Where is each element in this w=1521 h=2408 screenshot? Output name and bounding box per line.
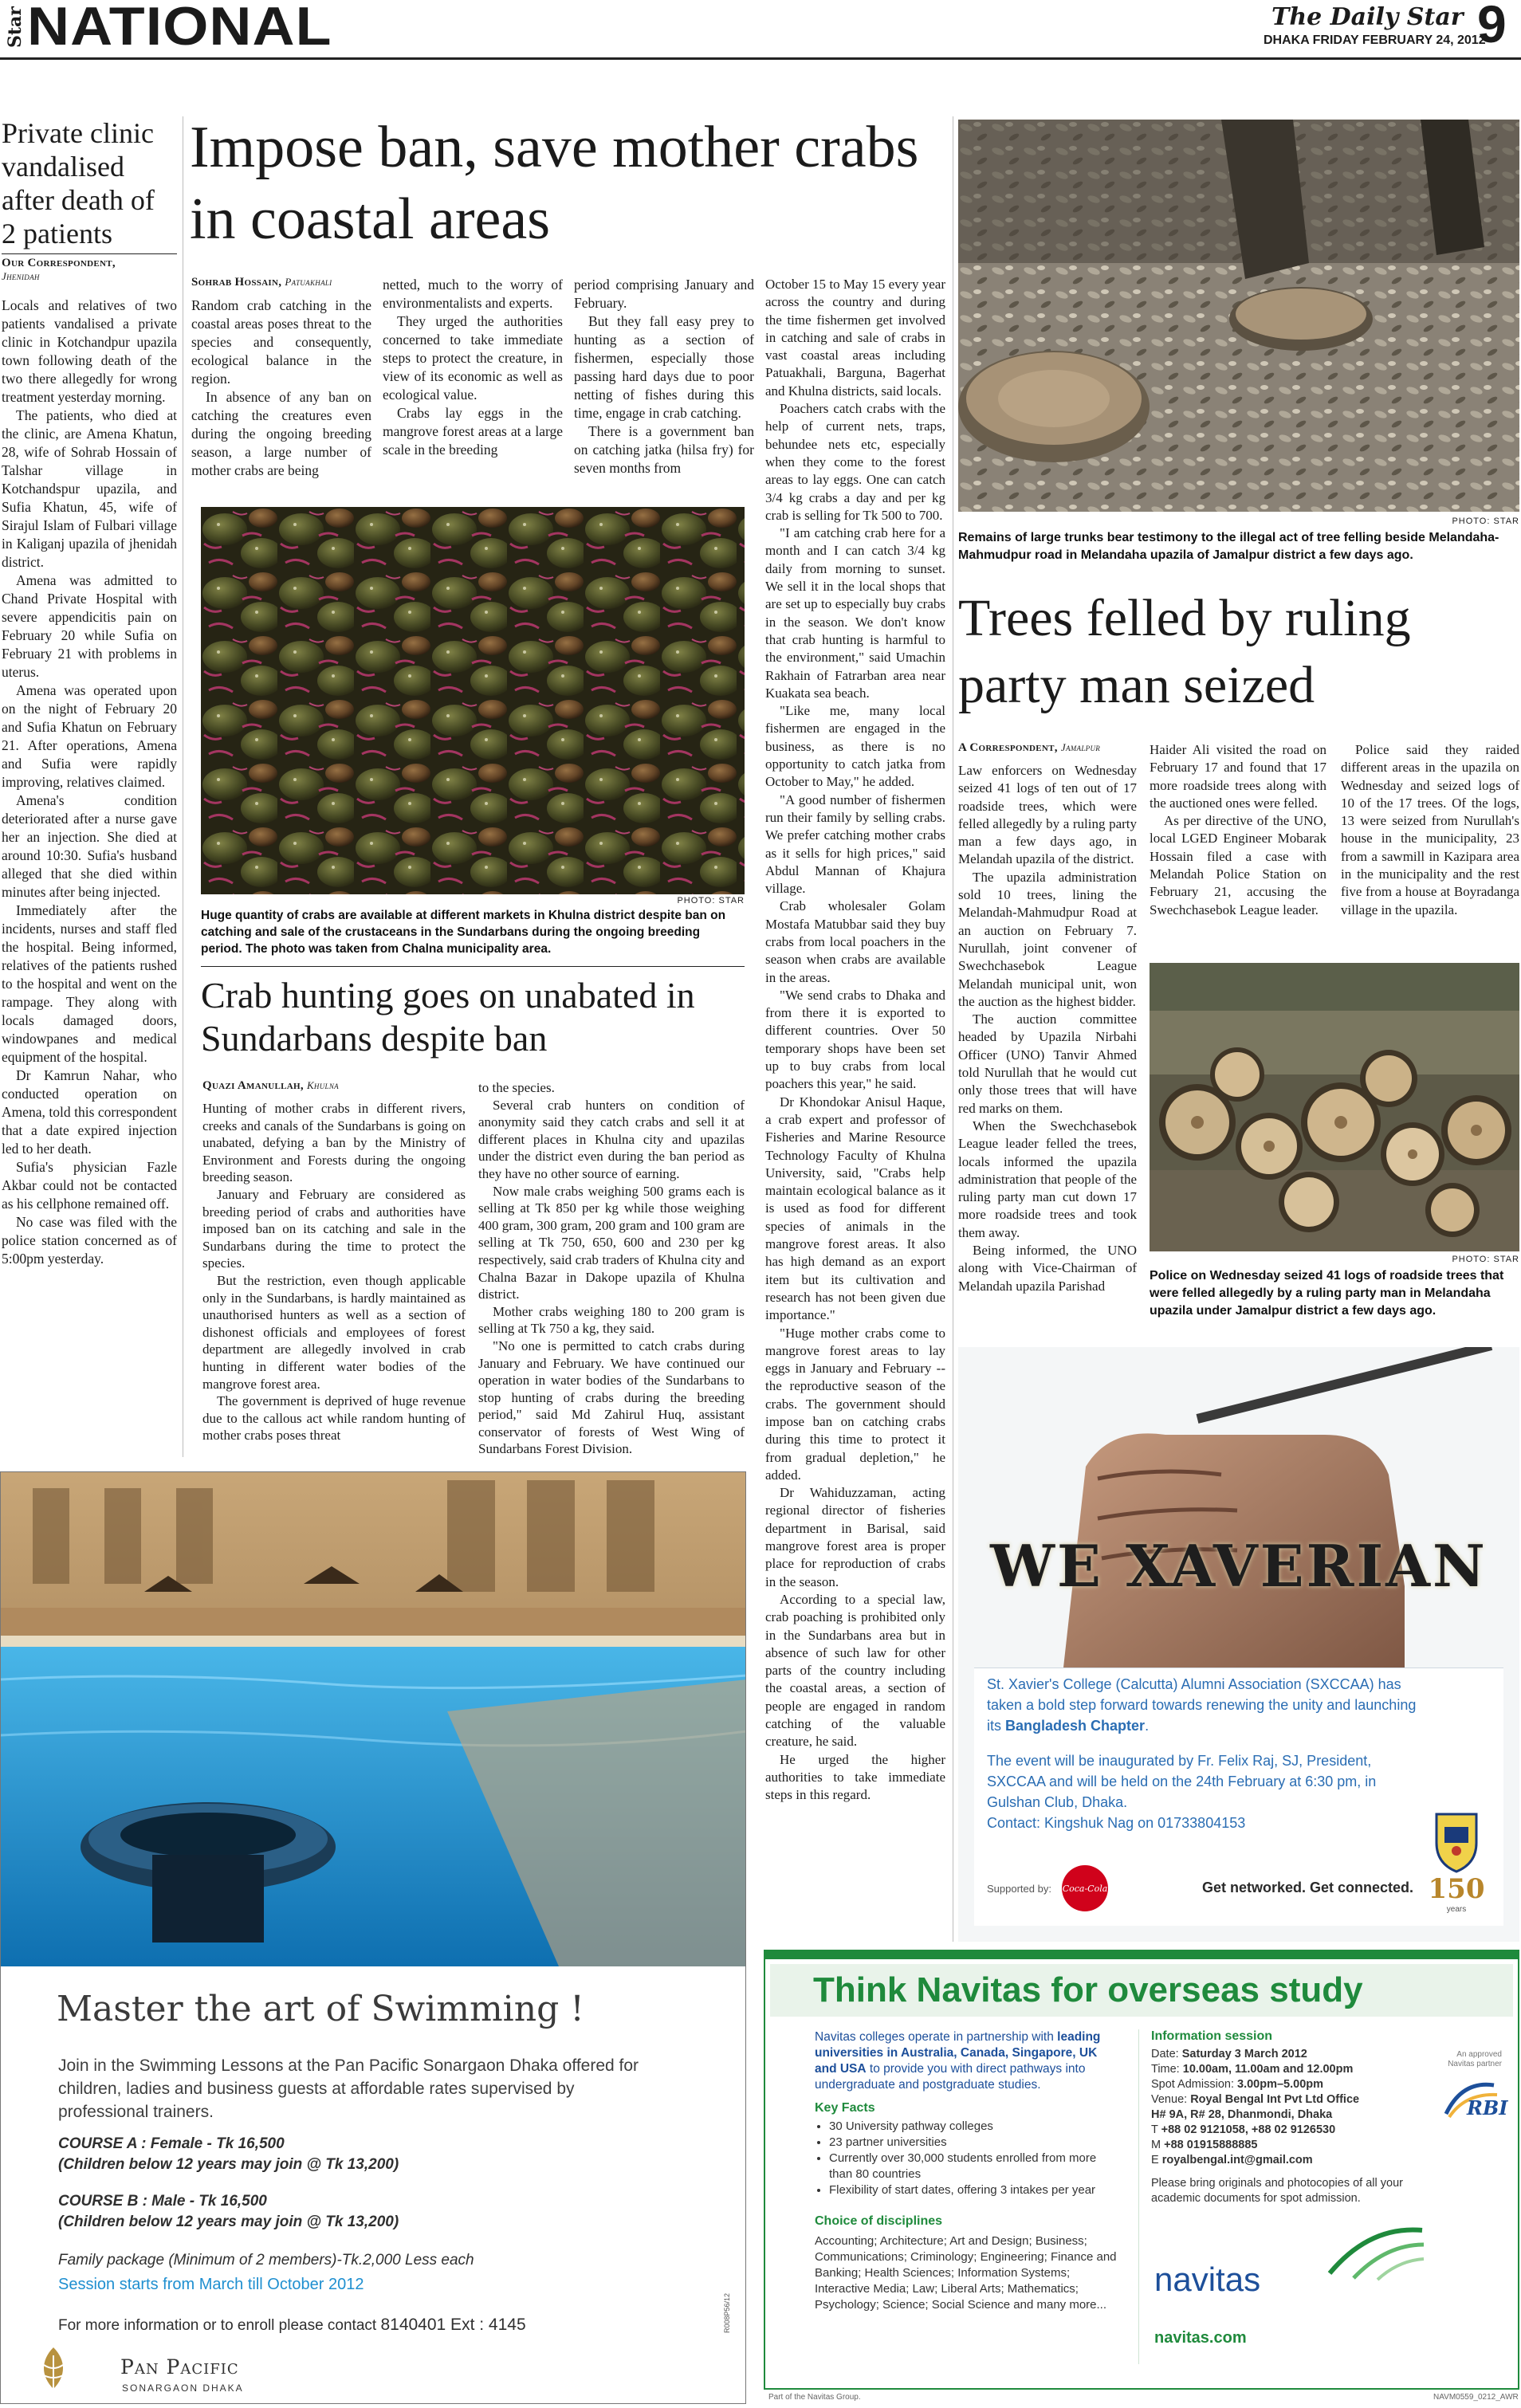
info-value: +88 02 9121058, +88 02 9126530	[1161, 2123, 1336, 2136]
tree-para: Law enforcers on Wednesday seized 41 logs of ten out of 17 roadside trees, which were felled allegedly by a ruling party man a few days ago, in Melandah upazila of the district.	[958, 763, 1137, 867]
tree-para: As per directive of the UNO, local LGED Engineer Mobarak Hossain filed a case with Melandah Police Station on February 21, accusing the Swechchasebok League leader.	[1150, 813, 1326, 917]
xaverian-ad[interactable]	[958, 1347, 1519, 1942]
page-number: 9	[1477, 0, 1507, 53]
masthead-rule	[0, 57, 1521, 60]
pan-pacific-brand: Pan Pacific	[120, 2355, 239, 2379]
pan-pacific-logo-icon	[33, 2344, 74, 2392]
info-session-title: Information session	[1151, 2029, 1273, 2043]
crab-col-2	[383, 276, 563, 459]
crab-para: He urged the higher authorities to take immediate steps in this regard.	[765, 1751, 945, 1803]
section-title: NATIONAL	[27, 0, 332, 57]
sundarbans-headline[interactable]: Crab hunting goes on unabated in Sundarbans despite ban	[201, 975, 695, 1059]
crab-para: "Huge mother crabs come to mangrove forest areas to lay eggs in January and February -- the reproductive season of the crabs. The government should impose ban on catching crabs during this time to protect it from gradual depletion," he added.	[765, 1325, 945, 1483]
tree-top-caption: Remains of large trunks bear testimony to the illegal act of tree felling beside Melandaha-Mahmudpur road in Melandaha upazila of Jamalpur district a few days ago.	[958, 531, 1499, 562]
clinic-para: Locals and relatives of two patients vandalised a private clinic in Kotchandpur upazila town following death of the two there allegedly for wrong treatment yesterday morning.	[2, 297, 177, 405]
key-fact-item: • Currently over 30,000 students enrolled from more than 80 countries	[829, 2151, 1116, 2182]
sundarbans-para: January and February are considered as breeding period of crabs and authorities have imposed ban on its catching and sale in the Sundarbans during the time to protect the species.	[202, 1186, 466, 1271]
sundarbans-dateline: Khulna	[306, 1079, 339, 1091]
xaverian-tagline: Get networked. Get connected.	[1202, 1880, 1414, 1895]
ad-code: R008P56/12	[723, 2292, 731, 2333]
crab-byline-text: Sohrab Hossain,	[191, 276, 282, 289]
sundarbans-top-rule	[201, 966, 745, 967]
crab-para: Crab wholesaler Golam Mostafa Matubbar said they buy crabs from local poachers in the season when crabs are available in the areas.	[765, 898, 945, 985]
tree-dateline: Jamalpur	[1060, 741, 1101, 753]
xaverian-line1-bold: Bangladesh Chapter	[1005, 1718, 1146, 1734]
crab-para: Dr Wahiduzzaman, acting regional director of fisheries department in Barisal, said mangrove forest area is proper place for reproduction of crabs in the season.	[765, 1485, 945, 1589]
navitas-title: Think Navitas for overseas study	[813, 1970, 1363, 2009]
clinic-dateline: Jhenidah	[2, 270, 40, 282]
xaverian-contact: Contact: Kingshuk Nag on 01733804153	[987, 1815, 1246, 1831]
crab-para: netted, much to the worry of environmentalists and experts.	[383, 277, 563, 311]
tree-para: Haider Ali visited the road on February 17 and found that 17 more roadside trees along with the auctioned ones were felled.	[1150, 742, 1326, 811]
key-facts-list	[829, 2119, 1116, 2198]
crab-para: Random crab catching in the coastal areas poses threat to the species and consequently, ecological balance in the region.	[191, 297, 371, 387]
info-label: Time:	[1151, 2063, 1180, 2076]
anniversary-sub: years	[1446, 1905, 1467, 1914]
info-line	[1151, 2092, 1414, 2107]
info-line	[1151, 2077, 1414, 2092]
navitas-logo-icon	[1322, 2225, 1425, 2281]
info-value: +88 01915888885	[1164, 2139, 1258, 2151]
anniversary-badge	[1421, 1873, 1492, 1921]
swimming-intro: Join in the Swimming Lessons at the Pan Pacific Sonargaon Dhaka offered for children, ladies and business guests at affordable rates supervised by professional trainers.	[58, 2056, 639, 2121]
college-crest-icon	[1429, 1809, 1484, 1873]
key-fact-item: • Flexibility of start dates, offering 3 intakes per year	[829, 2182, 1116, 2198]
tree-byline-text: A Correspondent,	[958, 741, 1058, 754]
star-logo-small: Star	[5, 6, 26, 48]
navitas-ad[interactable]	[764, 1950, 1519, 2406]
navitas-footer-left: Part of the Navitas Group.	[768, 2393, 861, 2402]
contact-label: For more information or to enroll please contact	[58, 2317, 377, 2334]
crab-para: period comprising January and February.	[574, 277, 754, 311]
clinic-para: Amena was admitted to Chand Private Hospital with severe appendicitis pain on February 20 while Sufia on February 21 with problems in uterus.	[2, 572, 177, 680]
crab-para: Crabs lay eggs in the mangrove forest areas at a large scale in the breeding	[383, 405, 563, 458]
clinic-byline	[2, 257, 177, 284]
xaverian-supported-by: Supported by:	[987, 1883, 1051, 1895]
key-facts-title: Key Facts	[815, 2101, 875, 2115]
crab-photo-image	[201, 507, 745, 894]
rbi-logo-icon	[1438, 2077, 1508, 2127]
xaverian-line1-text: St. Xavier's College (Calcutta) Alumni Association (SXCCAA) has taken a bold step forward towards renewing the unity and launching its	[987, 1676, 1417, 1734]
xaverian-line1: St. Xavier's College (Calcutta) Alumni Association (SXCCAA) has taken a bold step forward towards renewing the unity and launching its Bangladesh Chapter.	[987, 1676, 1417, 1734]
paper-name: The Daily Star	[1271, 3, 1464, 31]
partner-label: An approved Navitas partner	[1448, 2050, 1502, 2068]
sundarbans-para: Hunting of mother crabs in different rivers, creeks and canals of the Sundarbans is going on unabated, defying a ban by the Ministry of Environment and Forests during the ongoing breeding season.	[202, 1101, 466, 1185]
info-label: E	[1151, 2154, 1159, 2166]
xaverian-line2: The event will be inaugurated by Fr. Felix Raj, SJ, President, SXCCAA and will be held on the 24th February at 6:30 pm, in Gulshan Club, Dhaka.	[987, 1753, 1377, 1810]
info-label: T	[1151, 2123, 1158, 2136]
clinic-para: The patients, who died at the clinic, are Amena Khatun, 28, wife of Sohrab Hossain of Talshar village in Kotchandspur upazila, and Sufia Khatun, 45, wife of Sirajul Islam of Fulbari village in Kaliganj upazila of jhenidah district.	[2, 407, 177, 570]
sundarbans-para: The government is deprived of huge revenue due to the callous act while random hunting of mother crabs poses threat	[202, 1393, 466, 1444]
crab-para: October 15 to May 15 every year across the country and during the time fishermen get involved in catching and sale of crabs in vast coastal areas including Patuakhali, Barguna, Bagerhat and Khulna districts, said locals.	[765, 277, 945, 399]
disciplines-text: Accounting; Architecture; Art and Design; Business; Communications; Criminology; Engineering; Finance and Banking; Health Sciences; Information Systems; Interactive Media; Law; Liberal Arts; Mathematics; Psychology; Science; Social Science and many more...	[815, 2234, 1117, 2312]
crab-headline[interactable]: Impose ban, save mother crabs in coastal areas	[190, 115, 919, 252]
tree-col-3	[1341, 741, 1519, 919]
clinic-para: Amena was operated upon on the night of February 20 and Sufia Khatun on February 21. After operations, Amena and Sufia were rapidly improving, relatives claimed.	[2, 682, 177, 790]
info-label: Date:	[1151, 2048, 1179, 2060]
clinic-para: Dr Kamrun Nahar, who conducted operation on Amena, told this correspondent that a date expired injection led to her death.	[2, 1067, 177, 1157]
clinic-para: Amena's condition deteriorated after a nurse gave her an injection. She died at around 10:30. Sufia's husband alleged that she died within minutes after being injected.	[2, 792, 177, 900]
course-b-title: COURSE B : Male - Tk 16,500	[58, 2193, 267, 2210]
info-label: Venue:	[1151, 2093, 1188, 2106]
course-a-title: COURSE A : Female - Tk 16,500	[58, 2135, 285, 2152]
info-session-lines	[1151, 2047, 1414, 2168]
info-value: 3.00pm–5.00pm	[1237, 2078, 1324, 2091]
info-label: M	[1151, 2139, 1161, 2151]
tree-para: Police said they raided different areas in the upazila on Wednesday and seized logs of 10 of the 17 trees. Of the logs, 13 were seized from Nurullah's house in the municipality, 23 from a sawmill in Kazipara area in the municipality and the rest five from a house at Boyradanga village in the upazila.	[1341, 742, 1519, 917]
crab-para: But they fall easy prey to hunting as a section of fishermen, especially those passing hard days due to poor netting of fishes during this time, engage in crab catching.	[574, 313, 754, 421]
tree-headline[interactable]: Trees felled by ruling party man seized	[958, 589, 1411, 714]
tree-byline	[958, 741, 1150, 755]
course-b	[58, 2191, 664, 2233]
coca-cola-logo	[1062, 1865, 1108, 1911]
info-line	[1151, 2107, 1414, 2123]
logs-image	[1150, 963, 1519, 1251]
sundarbans-para: to the species.	[478, 1080, 555, 1095]
tree-stump-photo[interactable]	[958, 120, 1519, 512]
sundarbans-para: Now male crabs weighing 500 grams each is selling at Tk 850 per kg while those weighing 400 gram, 300 gram, 200 gram and 100 gram are selling at Tk 750, 650, 600 and 230 per kg respectively, said crab traders of Khulna city and Chalna Bazar in Dakope upazila of Khulna district.	[478, 1183, 745, 1302]
rbi-text: RBI	[1467, 2096, 1508, 2119]
info-line	[1151, 2123, 1414, 2138]
navitas-footer-right: NAVM0559_0212_AWR	[1433, 2393, 1519, 2402]
tree-col-1	[958, 762, 1137, 1295]
info-line	[1151, 2047, 1414, 2062]
sundarbans-byline	[202, 1079, 466, 1093]
info-line	[1151, 2062, 1414, 2077]
key-fact-item: • 30 University pathway colleges	[829, 2119, 1116, 2135]
crab-para: "I am catching crab here for a month and I can catch 3/4 kg daily from morning to sunset. We sell it in the local shops that are set up to especially buy crabs in the season. We don't know that crab hunting is harmful to the environment," said Umachin Rakhain of Fatrarban area near Kuakata sea beach.	[765, 525, 945, 701]
sundarbans-col-1	[202, 1100, 466, 1444]
clinic-body	[2, 297, 177, 1268]
sundarbans-para: Several crab hunters on condition of anonymity said they catch crabs and sell it at different places in Khulna city and upazilas under the district even during the ban period as they have no other source of earning.	[478, 1097, 745, 1181]
clinic-byline-text: Our Correspondent,	[2, 257, 116, 269]
sundarbans-col-2	[478, 1079, 745, 1458]
crab-photo-caption: Huge quantity of crabs are available at different markets in Khulna district despite ban on catching and sale of the crustaceans in the Sundarbans during the ongoing breeding period. The photo was taken from Chalna municipality area.	[201, 909, 726, 956]
coca-cola-text: Coca-Cola	[1062, 1883, 1108, 1894]
pan-pacific-sub: SONARGAON DHAKA	[122, 2382, 244, 2394]
info-value[interactable]: royalbengal.int@gmail.com	[1161, 2154, 1313, 2166]
logs-caption: Police on Wednesday seized 41 logs of roadside trees that were felled allegedly by a ruling party man in Melandaha upazila under Jamalpur district a few days ago.	[1150, 1269, 1504, 1318]
contact-number: 8140401 Ext : 4145	[380, 2316, 526, 2334]
clinic-para: Sufia's physician Fazle Akbar could not be contacted as his cellphone remained off.	[2, 1159, 177, 1212]
logs-photo[interactable]	[1150, 963, 1519, 1251]
navitas-intro-1: Navitas colleges operate in partnership with	[815, 2030, 1054, 2044]
navitas-intro	[815, 2029, 1118, 2093]
clinic-para: No case was filed with the police station concerned as of 5:00pm yesterday.	[2, 1214, 177, 1267]
key-fact-item: • 23 partner universities	[829, 2135, 1116, 2151]
crab-para: There is a government ban on catching jatka (hilsa fry) for seven months from	[574, 423, 754, 476]
course-b-sub: (Children below 12 years may join @ Tk 13,200)	[58, 2214, 399, 2230]
navitas-intro-2: to provide you with direct pathways into undergraduate and postgraduate studies.	[815, 2062, 1086, 2092]
tree-col-2	[1150, 741, 1326, 919]
family-package: Family package (Minimum of 2 members)-Tk.2,000 Less each	[58, 2252, 474, 2269]
info-line	[1151, 2153, 1414, 2168]
crab-para: "Like me, many local fishermen are engaged in the business, as there is no opportunity to catch jatka from October to May," he added.	[765, 703, 945, 790]
clinic-headline[interactable]: Private clinic vandalised after death of 2 patients	[2, 117, 155, 249]
tree-para: The upazila administration sold 10 trees, lining the Melandah-Mahmudpur Road at an auction on February 7. Nurullah, joint convener of Swechchasebok League Melandah municipal unit, won the auction as the highest bidder.	[958, 869, 1137, 1009]
info-note: Please bring originals and photocopies of all your academic documents for spot admission.	[1151, 2177, 1403, 2205]
crab-col-1	[191, 297, 371, 480]
tree-para: When the Swechchasebok League leader felled the trees, locals informed the upazila administration that people of the ruling party man cut down 17 more roadside trees and took them away.	[958, 1118, 1137, 1240]
tree-para: Being informed, the UNO along with Vice-Chairman of Melandah upazila Parishad	[958, 1243, 1137, 1294]
navitas-intro-bold: leading universities in Australia, Canada, Singapore, UK and USA	[815, 2030, 1101, 2076]
crab-col-4	[765, 276, 945, 1805]
crab-para: In absence of any ban on catching the creatures even during the ongoing breeding season, a large number of mother crabs are being	[191, 389, 371, 478]
info-line	[1151, 2138, 1414, 2153]
crab-para: Dr Khondokar Anisul Haque, a crab expert and professor of Fisheries and Marine Resource Technology Faculty of Khulna University, said, "Crabs help maintain ecological balance as it is used as food for different species of animals in the mangrove forest areas. It also has high demand as an export item but its cultivation and research has not been given due importance."	[765, 1094, 945, 1323]
course-a-sub: (Children below 12 years may join @ Tk 13,200)	[58, 2156, 399, 2173]
info-value: H# 9A, R# 28, Dhanmondi, Dhaka	[1151, 2108, 1333, 2121]
crab-para: "We send crabs to Dhaka and from there it is exported to different countries. Over 50 temporary shops have been set up to buy crabs from local poachers this year," he said.	[765, 987, 945, 1092]
clinic-para: Immediately after the incidents, nurses and staff fled the hospital. Being informed, relatives of the patients rushed to the hospital and went on the rampage. They along with locals damaged doors, windowpanes and medical equipment of the hospital.	[2, 902, 177, 1065]
crab-photo-credit: PHOTO: STAR	[677, 896, 745, 905]
crab-para: According to a special law, crab poaching is prohibited only in the Sundarbans area but in absence of such law for other parts of the country including the coastal areas, a section of people are engaged in random catching of the valuable creature, he said.	[765, 1591, 945, 1750]
crab-para: "A good number of fishermen run their family by selling crabs. We prefer catching mother crabs as it sells for high prices," said Abdul Mannan of Khajura village.	[765, 792, 945, 897]
info-value: 10.00am, 11.00am and 12.00pm	[1182, 2063, 1354, 2076]
sundarbans-para: "No one is permitted to catch crabs during January and February. We have continued our operation in water bodies of the Sundarbans to stop hunting of crabs during the breeding period," said Md Zahirul Huq, assistant conservator of forests of West Wing of Sundarbans Forest Division.	[478, 1338, 745, 1457]
fist-pencil-image	[958, 1347, 1519, 1682]
sundarbans-para: Mother crabs weighing 180 to 200 gram is selling at Tk 750 a kg, they said.	[478, 1303, 745, 1337]
info-value: Saturday 3 March 2012	[1181, 2048, 1307, 2060]
swimming-title: Master the art of Swimming !	[57, 1989, 584, 2029]
crab-byline	[191, 276, 375, 289]
clinic-headline-rule	[2, 253, 177, 254]
xaverian-title: WE XAVERIAN	[990, 1532, 1488, 1600]
session-dates: Session starts from March till October 2012	[58, 2276, 364, 2293]
swimming-contact	[58, 2316, 526, 2335]
crab-photo[interactable]	[201, 507, 745, 894]
crab-col-3	[574, 276, 754, 477]
crab-para: Poachers catch crabs with the help of current nets, traps, behundee nets etc, especially when they come to the forest areas to lay eggs. One can catch 3/4 kg crabs a day and per kg crab is selling for Tk 500 to 700.	[765, 401, 945, 523]
tree-para: The auction committee headed by Upazila Nirbahi Officer (UNO) Tanvir Ahmed told Nurullah that he would cut only those trees that will have red marks on them.	[958, 1012, 1137, 1116]
tree-stump-image	[958, 120, 1519, 512]
navitas-divider	[1138, 2029, 1139, 2364]
crab-para: They urged the authorities concerned to take immediate steps to protect the creature, in view of its economic as well as ecological value.	[383, 313, 563, 403]
navitas-brand: navitas	[1154, 2261, 1261, 2298]
sundarbans-para: But the restriction, even though applicable only in the Sundarbans, is hardly maintained as unauthorised hunters as well as a section of dishonest officials and employees of forest department are allegedly involved in crab hunting in different water bodies of the mangrove forest area.	[202, 1272, 466, 1392]
course-a	[58, 2134, 664, 2175]
info-label: Spot Admission:	[1151, 2078, 1234, 2091]
anniversary-number: 150	[1428, 1873, 1485, 1905]
tree-top-photo-credit: PHOTO: STAR	[1452, 517, 1519, 526]
disciplines-title: Choice of disciplines	[815, 2214, 943, 2228]
crab-dateline: Patuakhali	[285, 276, 332, 288]
sundarbans-byline-text: Quazi Amanullah,	[202, 1079, 304, 1092]
logs-photo-credit: PHOTO: STAR	[1452, 1255, 1519, 1264]
navitas-url[interactable]: navitas.com	[1154, 2329, 1247, 2347]
pool-photo	[1, 1472, 746, 1966]
dateline: DHAKA FRIDAY FEBRUARY 24, 2012	[1264, 33, 1486, 47]
info-value: Royal Bengal Int Pvt Ltd Office	[1190, 2093, 1360, 2106]
swimming-ad[interactable]	[0, 1471, 746, 2404]
